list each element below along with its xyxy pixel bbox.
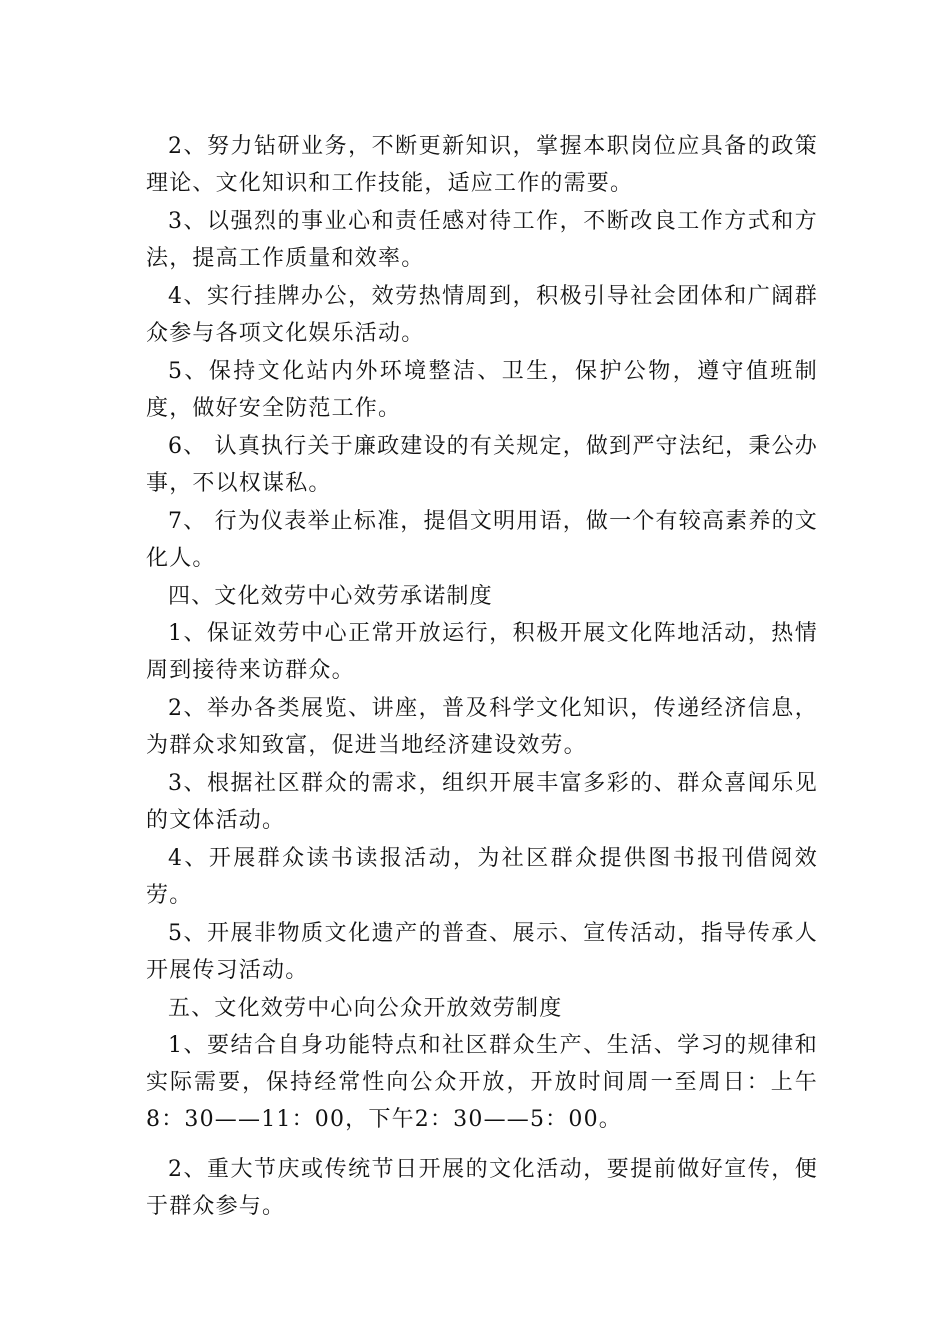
paragraph-item: 6、 认真执行关于廉政建设的有关规定，做到严守法纪，秉公办事，不以权谋私。 (146, 434, 818, 496)
paragraph-item: 4、开展群众读书读报活动，为社区群众提供图书报刊借阅效劳。 (146, 846, 818, 908)
paragraph-item: 5、保持文化站内外环境整洁、卫生，保护公物，遵守值班制度，做好安全防范工作。 (146, 359, 818, 421)
paragraph-item: 2、举办各类展览、讲座，普及科学文化知识，传递经济信息，为群众求知致富，促进当地经济建设效劳。 (146, 696, 818, 758)
paragraph-item: 2、重大节庆或传统节日开展的文化活动，要提前做好宣传，便于群众参与。 (146, 1157, 818, 1219)
section-heading: 四、文化效劳中心效劳承诺制度 (168, 584, 493, 609)
paragraph-item: 3、根据社区群众的需求，组织开展丰富多彩的、群众喜闻乐见的文体活动。 (146, 771, 818, 833)
paragraph-item: 1、要结合自身功能特点和社区群众生产、生活、学习的规律和实际需要，保持经常性向公众开放，开放时间周一至周日：上午8：30——11：00，下午2：30——5：00。 (146, 1033, 818, 1132)
paragraph-item: 4、实行挂牌办公，效劳热情周到，积极引导社会团体和广阔群众参与各项文化娱乐活动。 (146, 284, 818, 346)
paragraph-item: 3、以强烈的事业心和责任感对待工作，不断改良工作方式和方法，提高工作质量和效率。 (146, 209, 818, 271)
paragraph-item: 7、 行为仪表举止标准，提倡文明用语，做一个有较高素养的文化人。 (146, 509, 818, 571)
document-body (146, 128, 818, 1226)
paragraph-item: 2、努力钻研业务，不断更新知识，掌握本职岗位应具备的政策理论、文化知识和工作技能，适应工作的需要。 (146, 134, 818, 196)
paragraph-spacer (146, 1139, 818, 1151)
paragraph-item: 5、开展非物质文化遗产的普查、展示、宣传活动，指导传承人开展传习活动。 (146, 921, 818, 983)
section-heading: 五、文化效劳中心向公众开放效劳制度 (168, 996, 563, 1021)
paragraph-item: 1、保证效劳中心正常开放运行，积极开展文化阵地活动，热情周到接待来访群众。 (146, 621, 818, 683)
